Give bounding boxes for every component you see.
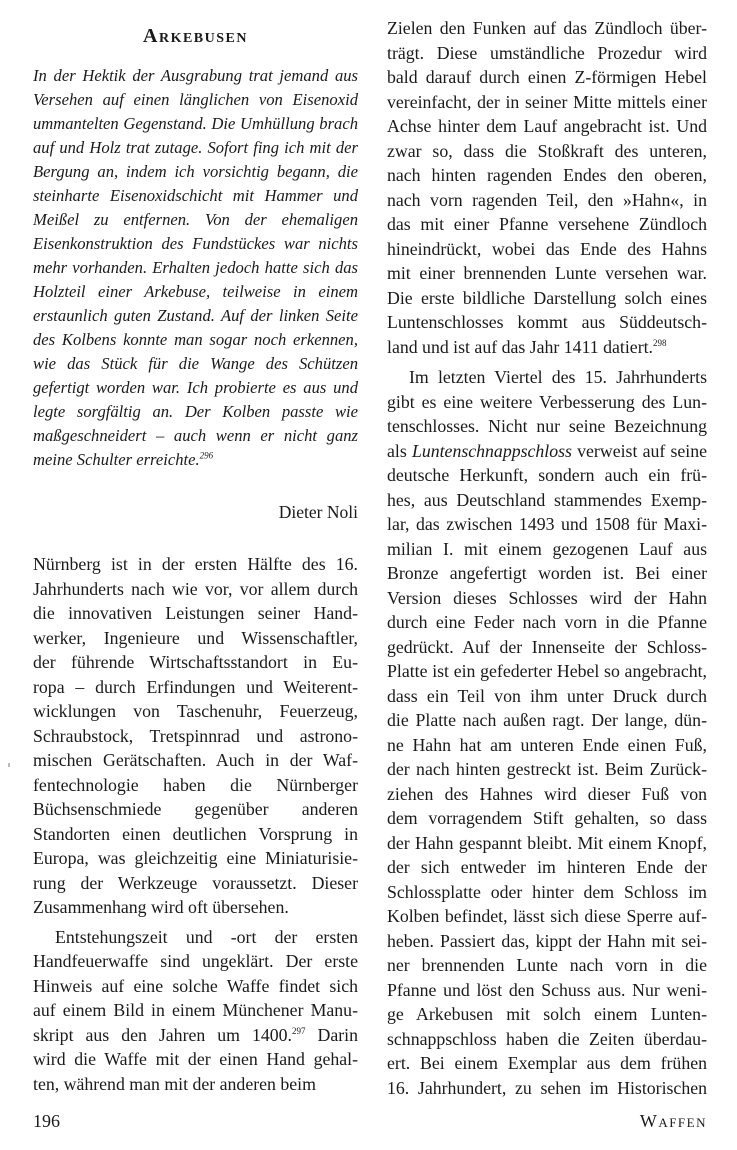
line-text: der Hahn gespannt bleibt. Mit einem Knopf,	[387, 832, 707, 853]
line-text: Achse hinter dem Lauf angebracht ist. Und	[387, 116, 707, 136]
line-text: durch eine Feder nach vorn in die Pfanne	[387, 612, 707, 632]
paragraph	[33, 925, 358, 1097]
line-text: lar, das zwischen 1493 und 1508 für Maxi-	[387, 514, 707, 534]
line-text: ropa – durch Erfindungen und Weiterent-	[33, 676, 358, 697]
line-text: die Platte nach außen ragt. Der lange, dün-	[387, 710, 707, 730]
text-line	[33, 626, 358, 651]
paragraph	[387, 365, 707, 1100]
line-text: tenschlosses. Nicht nur seine Bezeichnung	[387, 416, 707, 436]
line-text: heben. Passiert das, kippt der Hahn mit sei-	[387, 930, 707, 951]
running-footer: Waffen	[639, 1111, 707, 1131]
text-line	[33, 822, 358, 847]
line-text: Pfanne und löst den Schuss aus. Nur weni-	[387, 979, 707, 1000]
line-text: Die erste bildliche Darstellung solch eines	[387, 287, 707, 308]
text-line	[387, 659, 707, 684]
left-column	[33, 24, 358, 1094]
left-body-text	[33, 552, 358, 1096]
text-line	[33, 699, 358, 724]
text-line	[387, 463, 707, 488]
text-line	[387, 610, 707, 635]
text-line	[33, 601, 358, 626]
text-line	[33, 650, 358, 675]
text-line	[387, 261, 707, 286]
text-line	[33, 675, 358, 700]
line-text: Zielen den Funken auf das Zündloch über-	[387, 18, 707, 38]
line-text: der nach hinten gestreckt ist. Beim Zurück-	[387, 759, 707, 779]
line-text: fentechnologie haben die Nürnberger	[33, 774, 358, 795]
line-text: vereinfacht, der in seiner Mitte mittels einer	[387, 91, 707, 112]
right-column	[387, 16, 707, 1100]
line-text: land und ist auf das Jahr 1411 datiert.	[387, 336, 653, 357]
text-line	[387, 114, 707, 139]
line-text: ten, während man mit der anderen beim	[33, 1073, 316, 1094]
line-text: ne Hahn hat am unteren Ende einen Fuß,	[387, 734, 707, 755]
epigraph-quote	[33, 64, 358, 472]
line-text: Zusammenhang wird oft übersehen.	[33, 897, 289, 917]
text-line	[387, 757, 707, 782]
page-number: 196	[33, 1111, 60, 1131]
margin-mark	[8, 763, 10, 767]
text-line	[387, 635, 707, 660]
text-line	[387, 880, 707, 905]
line-text: nach hinten ragenden Endes den oberen,	[387, 165, 707, 185]
text-line	[387, 978, 707, 1003]
footnote-marker: 296	[199, 450, 214, 461]
line-text: 16. Jahrhundert, zu sehen im Historischen	[387, 1077, 707, 1098]
text-line	[387, 1051, 707, 1076]
text-line	[387, 212, 707, 237]
line-text: Büchsenschmiede gegenüber anderen	[33, 799, 358, 819]
line-text: trägt. Diese umständliche Prozedur wird	[387, 42, 707, 63]
line-text: Entstehungszeit und -ort der ersten	[55, 926, 358, 947]
line-text: wird die Waffe mit der einen Hand gehal-	[33, 1049, 358, 1069]
text-line	[33, 974, 358, 999]
line-text: rung der Werkzeuge voraussetzt. Dieser	[33, 872, 358, 893]
line-text: ert. Bei einem Exemplar aus dem frühen	[387, 1053, 707, 1073]
line-text: gedrückt. Auf der Innenseite der Schloss-	[387, 636, 707, 657]
line-text: mischen Gerätschaften. Auch in der Waf-	[33, 750, 358, 770]
line-text: das mit einer Pfanne versehene Zündloch	[387, 214, 707, 234]
text-line	[387, 163, 707, 188]
line-text: dem vorragendem Stift gehalten, so dass	[387, 808, 707, 828]
line-text: Kolben befindet, lässt sich diese Sperre auf-	[387, 906, 707, 926]
line-text: Jahrhunderts nach wie vor, vor allem durch	[33, 578, 358, 599]
text-line	[387, 335, 707, 360]
line-text: ner brennenden Lunte nach vorn in die	[387, 955, 707, 975]
text-line	[387, 414, 707, 439]
line-text: Bronze angefertigt worden ist. Bei einer	[387, 563, 707, 583]
text-line	[387, 188, 707, 213]
epigraph-author: Dieter Noli	[278, 502, 358, 522]
text-line	[33, 552, 358, 577]
text-line	[33, 949, 358, 974]
line-text: Handfeuerwaffe sind ungeklärt. Der erste	[33, 951, 358, 971]
text-line	[33, 577, 358, 602]
footnote-marker: 298	[653, 337, 667, 348]
line-text: die innovativen Leistungen seiner Hand-	[33, 603, 358, 623]
line-text: Im letzten Viertel des 15. Jahrhunderts	[409, 367, 707, 387]
line-text: Europa, was gleichzeitig eine Miniaturisie-	[33, 848, 358, 868]
text-line	[387, 310, 707, 335]
text-line	[387, 586, 707, 611]
text-line	[387, 708, 707, 733]
line-text: gibt es eine weitere Verbesserung des Lun-	[387, 391, 707, 412]
text-line	[33, 1072, 358, 1097]
text-line	[33, 797, 358, 822]
text-line	[387, 365, 707, 390]
text-line	[387, 390, 707, 415]
line-text: der sich entweder im hinteren Ende der	[387, 857, 707, 877]
footnote-marker: 297	[292, 1025, 306, 1036]
text-line	[387, 1027, 707, 1052]
line-text: ge Arkebusen mit solch einem Lunten-	[387, 1004, 707, 1024]
line-text: Nürnberg ist in der ersten Hälfte des 16.	[33, 554, 358, 574]
text-line	[387, 733, 707, 758]
line-text: deutsche Herkunft, sondern auch ein frü-	[387, 465, 707, 485]
text-line	[387, 929, 707, 954]
line-text: Luntenschlosses kommt aus Süddeutsch-	[387, 312, 707, 332]
line-text: bald darauf durch einen Z-förmigen Hebel	[387, 67, 707, 87]
text-line	[387, 139, 707, 164]
text-line	[33, 998, 358, 1023]
line-text: Schlossplatte oder hinter dem Schloss im	[387, 881, 707, 902]
text-line	[387, 782, 707, 807]
line-text: milian I. mit einem gezogenen Lauf aus	[387, 538, 707, 559]
line-text: dass ein Teil von ihm unter Druck durch	[387, 685, 707, 706]
text-line	[33, 871, 358, 896]
line-text: der führende Wirtschaftsstandort in Eu-	[33, 652, 358, 672]
line-text: Hinweis auf eine solche Waffe findet sich	[33, 975, 358, 996]
line-text: zwar so, dass die Stoßkraft des unteren,	[387, 140, 707, 161]
line-text: skript aus den Jahren um 1400.	[33, 1024, 293, 1045]
line-text: wicklungen von Taschenuhr, Feuerzeug,	[33, 701, 358, 721]
line-text: Standorten einen deutlichen Vorsprung in	[33, 823, 358, 844]
text-line	[387, 512, 707, 537]
text-line	[387, 16, 707, 41]
text-line	[33, 724, 358, 749]
text-line	[33, 895, 358, 920]
line-text: Schraubstock, Tretspinnrad und astrono-	[33, 725, 358, 746]
text-line: skript aus den Jahren um 1400.$^{297}$ Darin	[33, 1024, 358, 1045]
line-text: auf einem Bild in einem Münchener Manu-	[33, 1000, 358, 1020]
italic-term: Luntenschnappschloss	[411, 440, 572, 461]
line-text: ziehen des Hahnes wird dieser Fuß von	[387, 783, 707, 804]
line-text: hes, aus Deutschland stammendes Exemp-	[387, 489, 707, 510]
text-line	[33, 846, 358, 871]
text-line	[387, 806, 707, 831]
text-line: als Luntenschnappschloss verweist auf seine	[387, 440, 707, 461]
text-line	[33, 925, 358, 950]
text-line	[387, 488, 707, 513]
text-line	[33, 748, 358, 773]
line-text: schnappschloss haben die Zeiten überdau-	[387, 1028, 707, 1049]
text-line	[387, 855, 707, 880]
line-text: Version dieses Schlosses wird der Hahn	[387, 587, 707, 608]
line-text: mit einer brennenden Lunte versehen war.	[387, 263, 707, 283]
text-line	[33, 773, 358, 798]
section-heading: Arkebusen	[143, 25, 248, 47]
text-line	[387, 684, 707, 709]
text-line	[387, 953, 707, 978]
text-line	[387, 90, 707, 115]
text-line	[33, 1047, 358, 1072]
text-line	[387, 904, 707, 929]
text-line	[387, 65, 707, 90]
epigraph-text: In der Hektik der Ausgrabung trat jemand aus Versehen auf einen länglichen von Eisenoxid ummantelten Gegenstand. Die Umhüllung brach auf und Holz trat zutage. Sofort fing ich mit der Bergung an, indem ich vorsichtig begann, die steinharte Eisenoxidschicht mit Hammer und Meißel zu entfernen. Von der ehemaligen Eisenkonstruktion des Fundstückes war nichts mehr vorhanden. Erhalten jedoch hatte sich das Holzteil einer Arkebuse, teilweise in einem erstaunlich guten Zustand. Auf der linken Seite des Kolbens konnte man sogar noch erkennen, wie das Stück für die Wange des Schützen gefertigt worden war. Ich probierte es aus und legte sorgfältig an. Der Kolben passte wie maßgeschneidert – auch wenn er nicht ganz meine Schulter erreichte.	[33, 66, 358, 469]
paragraph	[387, 16, 707, 359]
text-line	[387, 1002, 707, 1027]
line-text: hineindrückt, wobei das Ende des Hahns	[387, 238, 707, 259]
line-text: nach vorn ragenden Teil, den »Hahn«, in	[387, 189, 707, 210]
text-line	[387, 561, 707, 586]
paragraph	[33, 552, 358, 920]
text-line	[387, 41, 707, 66]
line-text: Platte ist ein gefederter Hebel so angebracht,	[387, 661, 707, 681]
text-line	[387, 537, 707, 562]
text-line	[387, 237, 707, 262]
text-line	[387, 831, 707, 856]
text-line	[387, 1076, 707, 1101]
text-line	[387, 286, 707, 311]
line-text: werker, Ingenieure und Wissenschaftler,	[33, 627, 358, 648]
